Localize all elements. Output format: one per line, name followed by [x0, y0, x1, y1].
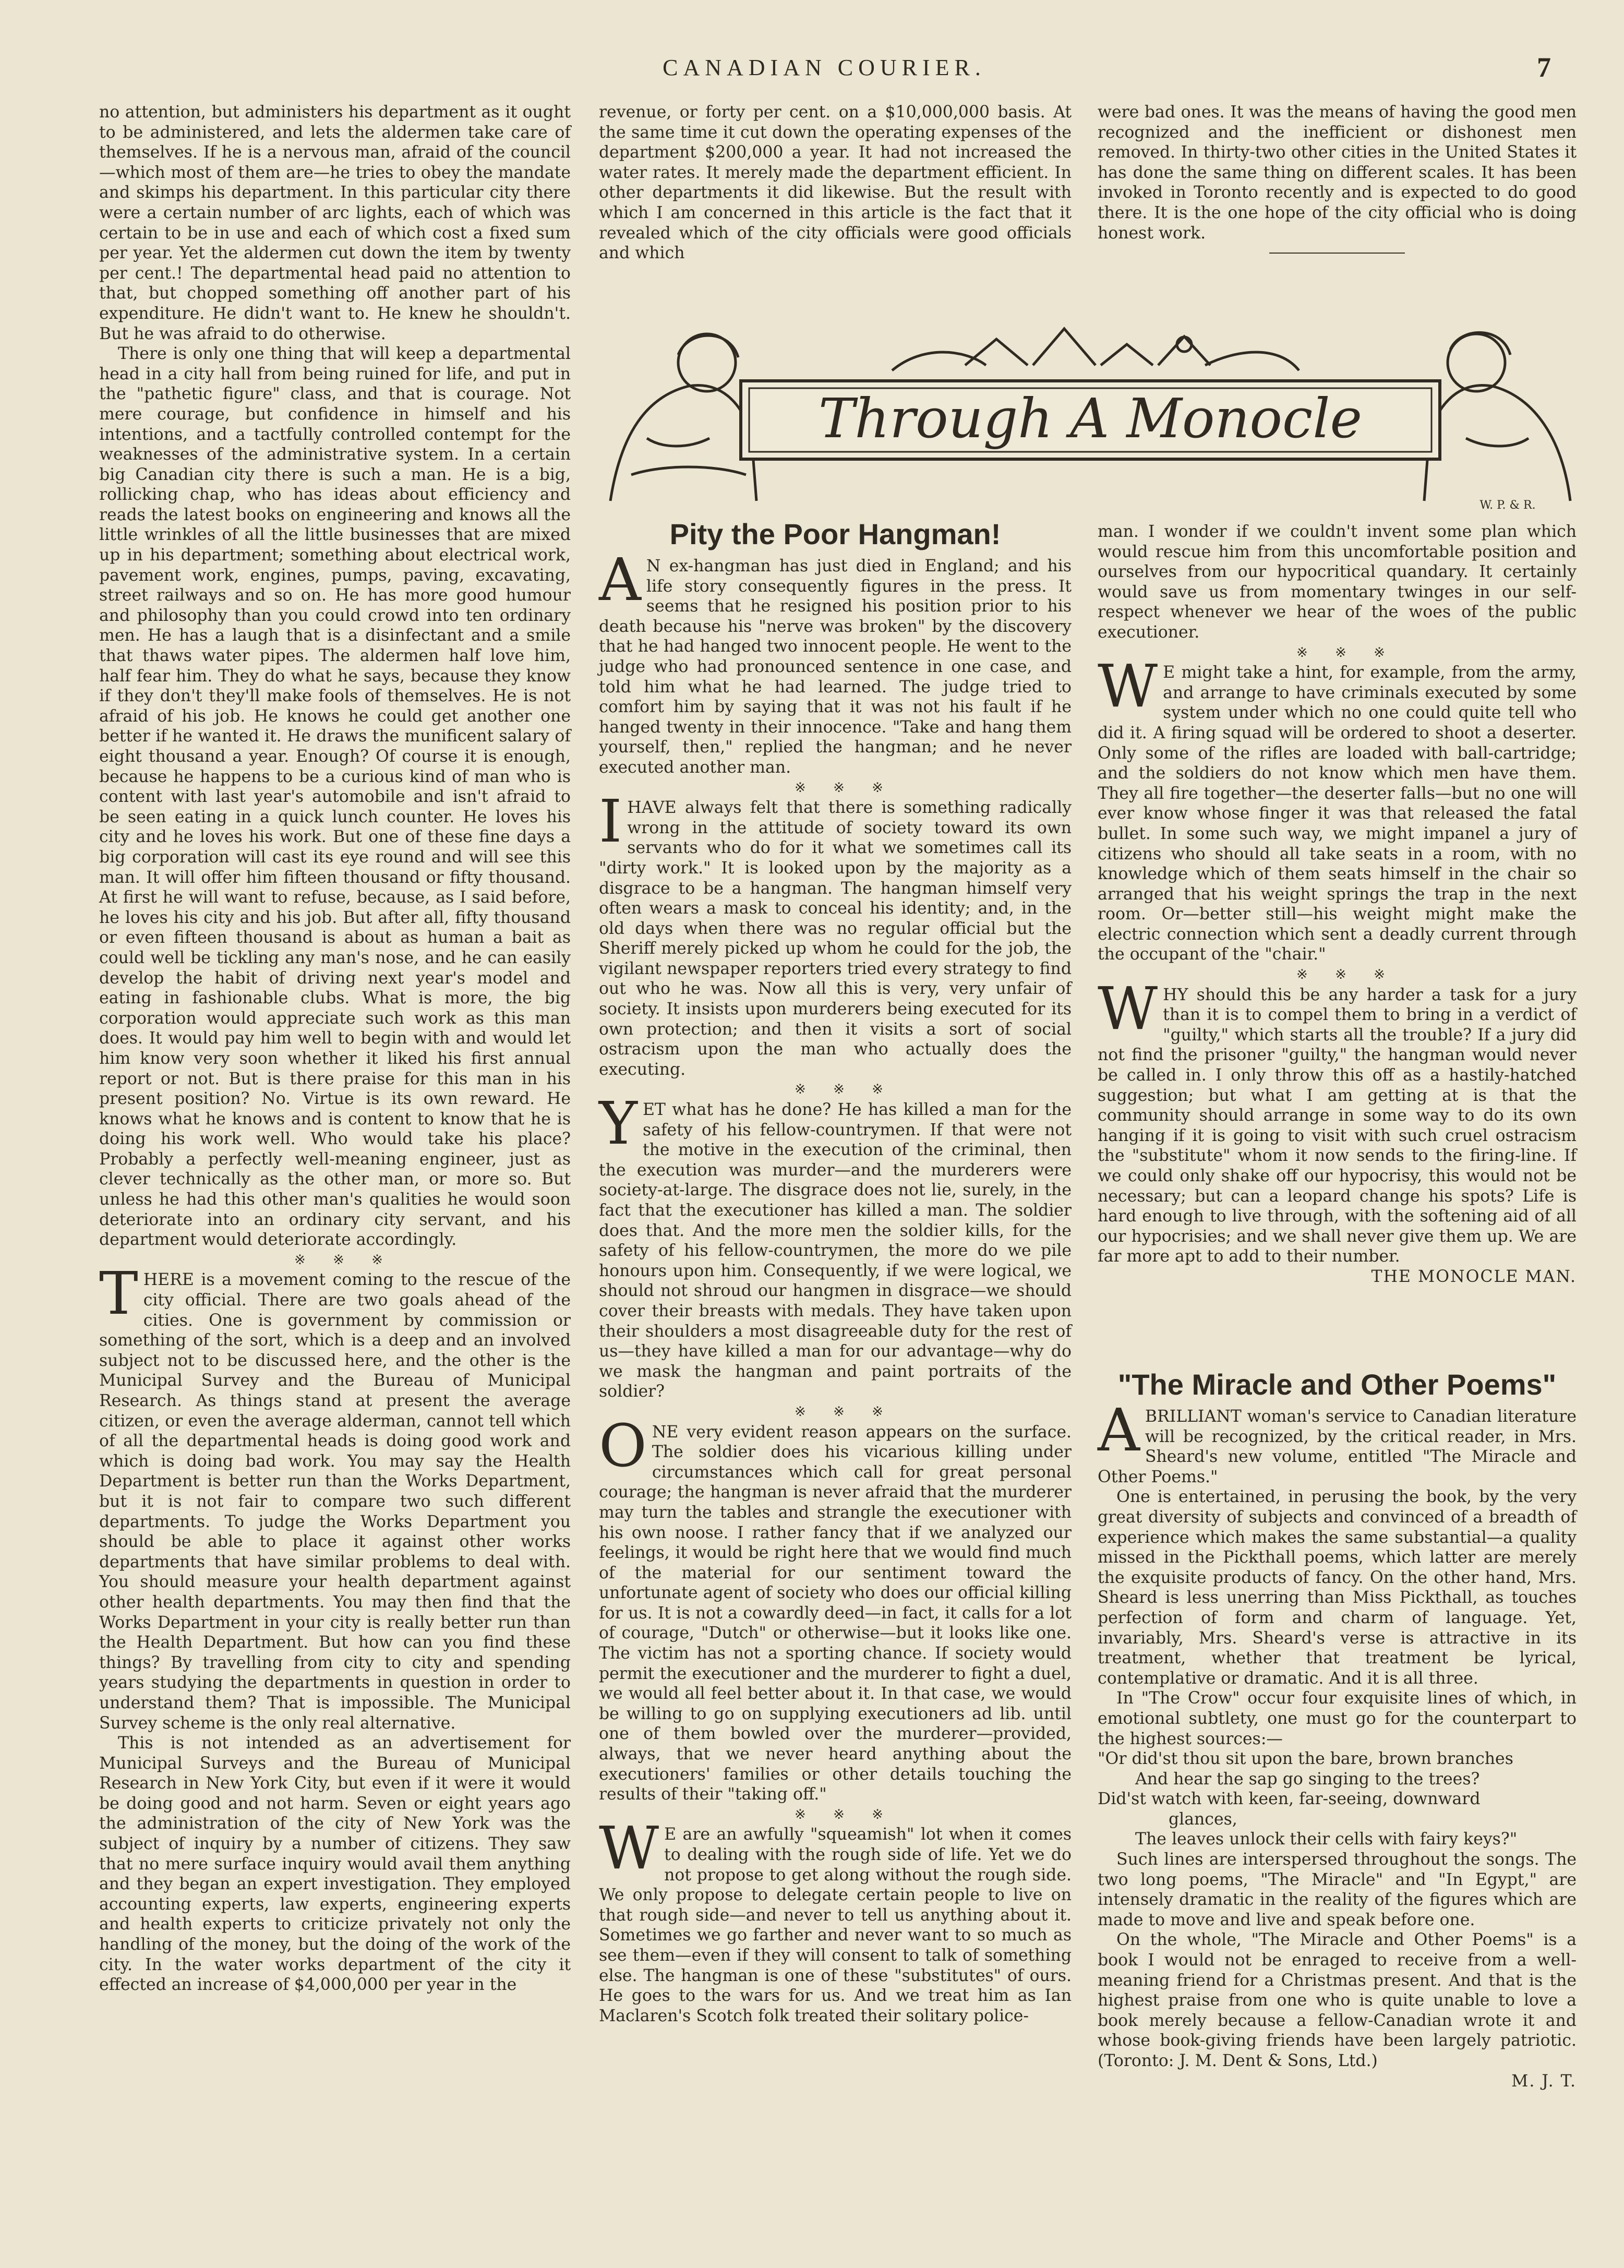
review-signature: M. J. T. — [1511, 2071, 1577, 2091]
paragraph: IHAVE always felt that there is something radically wrong in the attitude of society toward its own servants who do for it what we sometimes call its "dirty work." It is looked upon by the majority as a disgrace to be a hangman. The hangman himself very often wears a mask to conceal his identity; and, in the old days when there was no regular official but the Sheriff merely picked up whom he could for the job, the vigilant newspaper reporters tried every strategy to find out who he was. Now all this is very, very unfair of society. It insists upon murderers being executed for its own protection; and then it visits a sort of social ostracism upon the man who actually does the executing. — [599, 788, 1072, 1079]
hangman-headline: Pity the Poor Hangman! — [669, 518, 1001, 550]
paragraph: YET what has he done? He has killed a man for the safety of his fellow-countrymen. If that were not the motive in the execution of the criminal, then the execution was murder—and the murderers were society-at-large. The disgrace does not lie, surely, in the fact that the executioner has killed a man. The soldier does that. And the more men the soldier kills, for the safety of his fellow-countrymen, the more do we pile honours upon him. Consequently, if we were logical, we should not shroud our hangmen in disgrace—we should cover their breasts with medals. They have taken upon their shoulders a most disagreeable duty for the rest of us—they have killed a man for our advantage—why do we mask the hangman and paint portraits of the soldier? — [599, 1090, 1072, 1401]
review-paragraph: And hear the sap go singing to the trees? — [1135, 1769, 1480, 1789]
left-figure-body — [610, 385, 756, 501]
section-ornament: ※ ※ ※ — [1296, 967, 1397, 983]
review-paragraph: Such lines are interspersed throughout the songs. The two long poems, "The Miracle" and "In Egypt," are intensely dramatic in the reality of the figures which are made to move and live and speak before one. — [1098, 1850, 1577, 1929]
paragraph: THERE is a movement coming to the rescue of the city official. There are two goals ahead of the cities. One is government by commission or something of the sort, which is a deep and an involved subject not to be discussed here, and the other is the Municipal Survey and the Bureau of Municipal Research. As things stand at present the average citizen, or even the average alderman, cannot tell which of all the departmental heads is doing good work and which is doing bad work. You may say the Health Department is better run than the Works Department, but it is not fair to compare two such different departments. To judge the Works Department you should be able to place it against other works departments that have similar problems to deal with. You should measure your health department against other health departments. You may then find that the Works Department in your city is really better run than the Health Department. But how can you find these things? By travelling from city to city and spending years studying the departments in question in order to understand them? That is impossible. The Municipal Survey scheme is the only real alternative. — [99, 1260, 571, 1733]
paragraph: WHY should this be any harder a task for a jury than it is to compel them to bring in a verdict of "guilty," which starts all the trouble? If a jury did not find the prisoner "guilty," the hangman would never be called in. I only throw this off as a hastily-hatched suggestion; but what I am getting at is that the community should arrange in some way to do its own hanging if it is going to visit with such cruel ostracism the "substitute" whom it now sends to the firing-line. If we could only shake off our hypocrisy, this would not be necessary; but can a leopard change his spots? Life is hard enough to live through, with the softening aid of all our hypocrisies; and we shall never give them up. We are far more apt to add to their number. — [1098, 975, 1577, 1266]
paragraph: ONE very evident reason appears on the surface. The soldier does his vicarious killing under circumstances which call for great personal courage; the hangman is never afraid that the murderer may turn the tables and strangle the executioner with his own noose. I rather fancy that if we analyzed our feelings, it would be right here that we would find much of the material for our sentiment toward the unfortunate agent of society who does our official killing for us. It is not a cowardly deed—in fact, it calls for a lot of courage, "Dutch" or otherwise—but it looks like one. The victim has not a sporting chance. If society would permit the executioner and the murderer to fight a duel, we would all feel better about it. In that case, we would be willing to go on supplying executioners ad lib. until one of them bowled over the murderer—provided, always, that we never heard anything about the executioners' families or other details touching the results of their "taking off." — [599, 1412, 1072, 1804]
page-number: 7 — [1537, 52, 1551, 83]
paragraph: man. I wonder if we couldn't invent some plan which would rescue him from this uncomfortable position and ourselves from our hypocritical quandary. It certainly would save us from momentary twinges in our self-respect whenever we hear of the woes of the public executioner. — [1098, 522, 1577, 642]
hangman-article-col3 — [1098, 522, 1577, 1287]
section-ornament: ※ ※ ※ — [795, 1082, 895, 1098]
skyline-drawing — [965, 329, 1210, 365]
banner-title: Through A Monocle — [818, 387, 1363, 450]
review-paragraph: glances, — [1169, 1809, 1237, 1829]
paragraph: WE might take a hint, for example, from the army, and arrange to have criminals executed by some system under which no one could quite tell who did it. A firing squad will be ordered to shoot a deserter. Only some of the rifles are loaded with ball-cartridge; and the soldiers do not know which men have them. They all fire together—the deserter falls—but no one will ever know whose finger it was that released the fatal bullet. In some such way, we might impanel a jury of citizens who should all take seats in a room, with no knowledge which of them seats himself in the chair so arranged that his weight springs the trap in the next room. Or—better still—his weight might make the electric connection which sent a deadly current through the occupant of the "chair." — [1098, 653, 1577, 964]
review-paragraph: On the whole, "The Miracle and Other Poems" is a book I would not be enraged to receive from a well-meaning friend for a Christmas present. And that is the highest praise from one who is quite unable to love a book merely because a fellow-Canadian wrote it and whose book-giving friends have been largely patriotic. (Toronto: J. M. Dent & Sons, Ltd.) — [1098, 1930, 1577, 2070]
column-3-top — [1098, 102, 1577, 254]
section-ornament: ※ ※ ※ — [294, 1252, 394, 1268]
section-ornament: ※ ※ ※ — [795, 1806, 895, 1822]
banner-artist-signature: W. P. & R. — [1479, 499, 1536, 512]
review-paragraph: Did'st watch with keen, far-seeing, downward — [1098, 1790, 1481, 1809]
miracle-headline: "The Miracle and Other Poems" — [1117, 1368, 1557, 1401]
continued-paragraph: revenue, or forty per cent. on a $10,000,000 basis. At the same time it cut down the operating expenses of the department $200,000 a year. It had not increased the water rates. It merely made the department efficient. In other departments it did likewise. But the result with which I am concerned in this article is the fact that it revealed which of the city officials were good officials and which — [599, 103, 1072, 263]
hangman-article-col2 — [599, 518, 1072, 2026]
review-paragraph: In "The Crow" occur four exquisite lines of which, in emotional subtlety, one must go for the counterpart to the highest sources:— — [1098, 1689, 1577, 1748]
review-paragraph: One is entertained, in perusing the book, by the very great diversity of subjects and convinced of a breadth of experience which makes the same substantial—a quality missed in the Pickthall poems, which latter are merely the exquisite products of fancy. On the other hand, Mrs. Sheard is less unerring than Miss Pickthall, as touches perfection of form and charm of language. Yet, invariably, Mrs. Sheard's verse is attractive in its treatment, whether that treatment be lyrical, contemplative or dramatic. And it is all three. — [1098, 1487, 1577, 1688]
review-paragraph: ABRILLIANT woman's service to Canadian literature will be recognized, by the critical reader, in Mrs. Sheard's new volume, entitled "The Miracle and Other Poems." — [1098, 1397, 1577, 1486]
miracle-review — [1098, 1368, 1577, 2091]
section-ornament: ※ ※ ※ — [1296, 644, 1397, 661]
paragraph: no attention, but administers his department as it ought to be administered, and lets the aldermen take care of themselves. If he is a nervous man, afraid of the council—which most of them are—he tries to obey the mandate and skimps his department. In this particular city there were a certain number of arc lights, each of which was certain to be in use and each of which cost a fixed sum per year. Yet the aldermen cut down the item by twenty per cent.! The departmental head paid no attention to that, but chopped something off another part of his expenditure. He didn't want to. He knew he shouldn't. But he was afraid to do otherwise. — [99, 103, 571, 343]
column-2-top — [599, 102, 1072, 263]
continued-paragraph: were bad ones. It was the means of having the good men recognized and the inefficient or dishonest men removed. In thirty-two other cities in the United States it has done the same thing on different scales. It has been invoked in Toronto recently and is expected to do good there. It is the one hope of the city official who is doing honest work. — [1098, 103, 1577, 243]
review-paragraph: "Or did'st thou sit upon the bare, brown branches — [1098, 1749, 1513, 1769]
section-rule — [1269, 253, 1405, 254]
paragraph: There is only one thing that will keep a departmental head in a city hall from being ruined for life, and put in the "pathetic figure" class, and that is courage. Not mere courage, but confidence in himself and his intentions, and a tactfully controlled contempt for the weaknesses of the administrative system. In a certain big Canadian city there is such a man. He is a big, rollicking chap, who has ideas about efficiency and reads the latest books on engineering and knows all the little wrinkles of all the little businesses that are mixed up in his department; something about electrical work, pavement work, engines, pumps, paving, excavating, street railways and so on. He has more good humour and philosophy than you could crowd into ten ordinary men. He has a laugh that is a disinfectant and a smile that thaws water pipes. The aldermen half love him, half fear him. They do what he says, because they know if they don't they'll make fools of themselves. He is not afraid of his job. He knows he could get another one better if he wanted it. He draws the munificent salary of eight thousand a year. Enough? Of course it is enough, because he happens to be a curious kind of man who is content with last year's automobile and isn't afraid to be seen eating in a quick lunch counter. He loves his city and he loves his work. But one of these fine days a big corporation will cast its eye round and will see this man. It will offer him fifteen thousand or fifty thousand. At first he will want to refuse, because, as I said before, he loves his city and his job. But after all, fifty thousand or even fifteen thousand is about as human a bait as could well be tickling any man's nose, and he can easily develop the habit of driving next year's model and eating in fashionable clubs. What is more, the big corporation would appreciate such work as this man does. It would pay him well to begin with and would let him know very soon whether it liked his first annual report or not. But is there praise for this man in his present position? No. Virtue is its own reward. He knows what he knows and is content to know that he is doing his work well. Who would take his place? Probably a perfectly well-meaning engineer, just as clever technically as the other man, or more so. But unless he had this other man's qualities he would soon deteriorate into an ordinary city servant, and his department would deteriorate accordingly. — [99, 344, 571, 1250]
section-ornament: ※ ※ ※ — [795, 779, 895, 796]
review-paragraph: The leaves unlock their cells with fairy keys?" — [1135, 1830, 1518, 1849]
right-figure-body — [1424, 385, 1570, 501]
paragraph: AN ex-hangman has just died in England; and his life story consequently figures in the press. It seems that he resigned his position prior to his death because his "nerve was broken" by the discovery that he had hanged two innocent people. He went to the judge who had pronounced sentence in one case, and told him what he had learned. The judge tried to comfort him by saying that it was not his fault if he hanged twenty in their innocence. "Take and hang them yourself, then," replied the hangman; and he never executed another man. — [599, 546, 1072, 777]
hangman-signature: THE MONOCLE MAN. — [1371, 1267, 1577, 1286]
monocle-banner — [600, 308, 1581, 517]
publication-title: CANADIAN COURIER. — [663, 55, 986, 80]
page-header — [0, 46, 1624, 93]
section-ornament: ※ ※ ※ — [795, 1403, 895, 1420]
column-1 — [99, 102, 571, 1995]
paragraph: WE are an awfully "squeamish" lot when it comes to dealing with the rough side of life. Yet we do not propose to get along without the rough side. We only propose to delegate certain people to live on that rough side—and never to tell us anything about it. Sometimes we go farther and never want to so much as see them—even if they will consent to talk of something else. The hangman is one of these "substitutes" of ours. He goes to the wars for us. And we treat him as Ian Maclaren's Scotch folk treated their solitary police- — [599, 1815, 1072, 2025]
paragraph: This is not intended as an advertisement for Municipal Surveys and the Bureau of Municipal Research in New York City, but even if it were it would be doing good and not harm. Seven or eight years ago the administration of the city of New York was the subject of inquiry by a number of citizens. They saw that no mere surface inquiry would avail them anything and they began an expert investigation. They employed accounting experts, law experts, engineering experts and health experts to criticize privately not only the handling of the money, but the doing of the work of the city. In the water works department of the city it effected an increase of $4,000,000 per year in the — [99, 1734, 571, 1995]
